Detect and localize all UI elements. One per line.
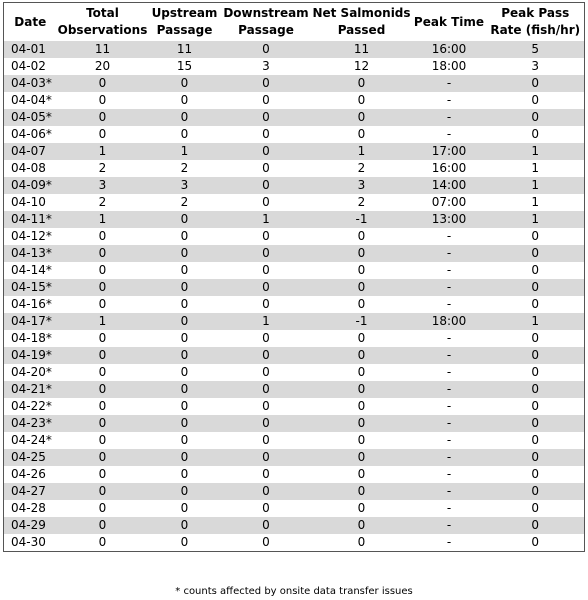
table-row [4,194,585,211]
cell-total-observations: 0 [57,432,149,449]
cell-peak-time: - [412,381,487,398]
table-row [4,109,585,126]
table-row [4,211,585,228]
cell-date: 04-02 [4,58,57,75]
cell-date: 04-01 [4,41,57,58]
cell-net-salmonids-passed: 0 [312,483,412,500]
cell-downstream-passage: 0 [221,194,312,211]
cell-downstream-passage: 0 [221,296,312,313]
cell-upstream-passage: 0 [149,126,221,143]
cell-upstream-passage: 0 [149,296,221,313]
cell-total-observations: 1 [57,313,149,330]
cell-peak-time: - [412,109,487,126]
cell-peak-pass-rate: 0 [487,398,585,415]
table-row [4,347,585,364]
table-row [4,92,585,109]
cell-downstream-passage: 0 [221,228,312,245]
cell-peak-pass-rate: 0 [487,75,585,92]
cell-upstream-passage: 0 [149,245,221,262]
cell-date: 04-16* [4,296,57,313]
cell-total-observations: 2 [57,160,149,177]
cell-downstream-passage: 0 [221,364,312,381]
cell-peak-pass-rate: 0 [487,483,585,500]
cell-downstream-passage: 0 [221,534,312,552]
cell-total-observations: 0 [57,415,149,432]
cell-total-observations: 3 [57,177,149,194]
cell-total-observations: 0 [57,279,149,296]
cell-net-salmonids-passed: 11 [312,41,412,58]
cell-date: 04-21* [4,381,57,398]
table-row [4,432,585,449]
cell-net-salmonids-passed: 0 [312,330,412,347]
cell-date: 04-26 [4,466,57,483]
cell-total-observations: 0 [57,330,149,347]
table-row [4,415,585,432]
cell-date: 04-12* [4,228,57,245]
cell-peak-time: 18:00 [412,313,487,330]
cell-upstream-passage: 0 [149,517,221,534]
table-row [4,279,585,296]
header-row [4,3,585,42]
cell-upstream-passage: 0 [149,279,221,296]
cell-net-salmonids-passed: 0 [312,296,412,313]
cell-total-observations: 0 [57,296,149,313]
cell-peak-time: - [412,364,487,381]
cell-downstream-passage: 0 [221,500,312,517]
table-row [4,245,585,262]
cell-downstream-passage: 0 [221,41,312,58]
cell-peak-time: 18:00 [412,58,487,75]
table-row [4,381,585,398]
cell-date: 04-14* [4,262,57,279]
cell-net-salmonids-passed: 0 [312,398,412,415]
table-row [4,41,585,58]
cell-downstream-passage: 0 [221,126,312,143]
cell-peak-pass-rate: 0 [487,364,585,381]
table-row [4,58,585,75]
cell-date: 04-24* [4,432,57,449]
table-row [4,262,585,279]
table-row [4,364,585,381]
cell-date: 04-08 [4,160,57,177]
cell-date: 04-23* [4,415,57,432]
table-row [4,500,585,517]
cell-peak-pass-rate: 0 [487,517,585,534]
cell-date: 04-25 [4,449,57,466]
cell-date: 04-30 [4,534,57,552]
cell-downstream-passage: 0 [221,415,312,432]
cell-date: 04-13* [4,245,57,262]
cell-upstream-passage: 0 [149,330,221,347]
cell-net-salmonids-passed: 0 [312,432,412,449]
cell-net-salmonids-passed: 0 [312,500,412,517]
table-row [4,296,585,313]
cell-date: 04-27 [4,483,57,500]
cell-upstream-passage: 1 [149,143,221,160]
cell-upstream-passage: 2 [149,194,221,211]
table-row [4,75,585,92]
cell-total-observations: 0 [57,109,149,126]
table-row [4,126,585,143]
cell-peak-pass-rate: 3 [487,58,585,75]
header-date: Date [4,3,57,42]
table-row [4,517,585,534]
cell-downstream-passage: 0 [221,75,312,92]
cell-peak-time: - [412,398,487,415]
cell-peak-time: 17:00 [412,143,487,160]
table-row [4,228,585,245]
cell-total-observations: 0 [57,228,149,245]
cell-upstream-passage: 0 [149,262,221,279]
cell-total-observations: 0 [57,534,149,552]
cell-downstream-passage: 0 [221,449,312,466]
cell-net-salmonids-passed: 12 [312,58,412,75]
cell-upstream-passage: 0 [149,109,221,126]
cell-peak-time: - [412,262,487,279]
cell-total-observations: 20 [57,58,149,75]
cell-upstream-passage: 0 [149,534,221,552]
table-body [4,41,585,552]
cell-upstream-passage: 0 [149,500,221,517]
cell-peak-pass-rate: 0 [487,228,585,245]
table-row [4,466,585,483]
cell-upstream-passage: 0 [149,381,221,398]
table-row [4,330,585,347]
cell-date: 04-19* [4,347,57,364]
table-row [4,534,585,552]
cell-total-observations: 0 [57,517,149,534]
table-row [4,398,585,415]
cell-net-salmonids-passed: 0 [312,381,412,398]
cell-downstream-passage: 0 [221,347,312,364]
cell-upstream-passage: 0 [149,211,221,228]
cell-peak-pass-rate: 0 [487,126,585,143]
cell-peak-time: - [412,534,487,552]
cell-total-observations: 0 [57,483,149,500]
cell-peak-time: - [412,432,487,449]
cell-total-observations: 0 [57,466,149,483]
cell-date: 04-06* [4,126,57,143]
cell-downstream-passage: 0 [221,398,312,415]
cell-upstream-passage: 0 [149,313,221,330]
cell-peak-time: 16:00 [412,160,487,177]
cell-date: 04-03* [4,75,57,92]
cell-net-salmonids-passed: 0 [312,75,412,92]
cell-downstream-passage: 0 [221,466,312,483]
cell-net-salmonids-passed: 0 [312,517,412,534]
cell-peak-time: 14:00 [412,177,487,194]
cell-total-observations: 11 [57,41,149,58]
cell-upstream-passage: 0 [149,483,221,500]
cell-peak-pass-rate: 0 [487,415,585,432]
cell-downstream-passage: 0 [221,262,312,279]
cell-downstream-passage: 1 [221,313,312,330]
cell-peak-pass-rate: 1 [487,143,585,160]
cell-date: 04-04* [4,92,57,109]
cell-total-observations: 1 [57,211,149,228]
cell-peak-pass-rate: 0 [487,466,585,483]
cell-net-salmonids-passed: 0 [312,228,412,245]
cell-peak-pass-rate: 0 [487,534,585,552]
cell-total-observations: 0 [57,347,149,364]
table-row [4,483,585,500]
cell-peak-time: - [412,415,487,432]
cell-date: 04-22* [4,398,57,415]
cell-date: 04-09* [4,177,57,194]
cell-total-observations: 0 [57,92,149,109]
header-net-salmonids-passed: Net Salmonids Passed [312,3,412,42]
cell-peak-time: - [412,75,487,92]
cell-downstream-passage: 0 [221,160,312,177]
cell-net-salmonids-passed: -1 [312,313,412,330]
cell-downstream-passage: 0 [221,517,312,534]
cell-upstream-passage: 0 [149,415,221,432]
header-total-observations: Total Observations [57,3,149,42]
cell-peak-pass-rate: 0 [487,432,585,449]
cell-date: 04-05* [4,109,57,126]
cell-peak-time: - [412,126,487,143]
cell-downstream-passage: 0 [221,177,312,194]
table-row [4,313,585,330]
cell-date: 04-11* [4,211,57,228]
cell-total-observations: 0 [57,500,149,517]
cell-peak-pass-rate: 0 [487,347,585,364]
cell-peak-pass-rate: 1 [487,313,585,330]
cell-downstream-passage: 0 [221,330,312,347]
cell-net-salmonids-passed: 0 [312,126,412,143]
cell-net-salmonids-passed: 2 [312,160,412,177]
cell-peak-pass-rate: 1 [487,194,585,211]
cell-total-observations: 0 [57,381,149,398]
cell-peak-time: - [412,245,487,262]
cell-total-observations: 0 [57,262,149,279]
table-row [4,449,585,466]
cell-upstream-passage: 2 [149,160,221,177]
cell-peak-time: - [412,347,487,364]
cell-total-observations: 2 [57,194,149,211]
cell-total-observations: 0 [57,364,149,381]
cell-peak-pass-rate: 1 [487,211,585,228]
header-downstream-passage: Downstream Passage [221,3,312,42]
cell-peak-pass-rate: 0 [487,449,585,466]
cell-net-salmonids-passed: 0 [312,534,412,552]
table-row [4,160,585,177]
cell-peak-time: - [412,296,487,313]
cell-net-salmonids-passed: 0 [312,449,412,466]
cell-date: 04-10 [4,194,57,211]
cell-peak-time: 07:00 [412,194,487,211]
cell-peak-time: - [412,500,487,517]
header-upstream-passage: Upstream Passage [149,3,221,42]
cell-peak-pass-rate: 1 [487,177,585,194]
cell-downstream-passage: 0 [221,109,312,126]
cell-date: 04-28 [4,500,57,517]
cell-date: 04-18* [4,330,57,347]
cell-peak-pass-rate: 0 [487,245,585,262]
cell-peak-pass-rate: 0 [487,109,585,126]
cell-date: 04-20* [4,364,57,381]
cell-peak-pass-rate: 0 [487,92,585,109]
cell-peak-time: 16:00 [412,41,487,58]
cell-peak-pass-rate: 0 [487,279,585,296]
cell-upstream-passage: 0 [149,398,221,415]
cell-peak-time: - [412,228,487,245]
cell-date: 04-29 [4,517,57,534]
table-row [4,143,585,160]
cell-net-salmonids-passed: 0 [312,415,412,432]
cell-total-observations: 0 [57,449,149,466]
cell-downstream-passage: 0 [221,432,312,449]
cell-upstream-passage: 0 [149,347,221,364]
cell-peak-pass-rate: 0 [487,381,585,398]
cell-net-salmonids-passed: 1 [312,143,412,160]
cell-peak-time: - [412,449,487,466]
cell-upstream-passage: 0 [149,364,221,381]
cell-date: 04-07 [4,143,57,160]
cell-peak-time: - [412,279,487,296]
cell-upstream-passage: 0 [149,228,221,245]
cell-date: 04-17* [4,313,57,330]
cell-peak-time: - [412,92,487,109]
cell-upstream-passage: 0 [149,75,221,92]
cell-upstream-passage: 0 [149,449,221,466]
cell-total-observations: 0 [57,126,149,143]
cell-net-salmonids-passed: 0 [312,92,412,109]
cell-net-salmonids-passed: 2 [312,194,412,211]
cell-net-salmonids-passed: 3 [312,177,412,194]
cell-upstream-passage: 11 [149,41,221,58]
cell-peak-pass-rate: 0 [487,330,585,347]
cell-net-salmonids-passed: 0 [312,466,412,483]
cell-net-salmonids-passed: 0 [312,109,412,126]
header-peak-time: Peak Time [412,3,487,42]
cell-peak-time: - [412,330,487,347]
cell-upstream-passage: 3 [149,177,221,194]
cell-upstream-passage: 0 [149,466,221,483]
header-peak-pass-rate: Peak Pass Rate (fish/hr) [487,3,585,42]
cell-peak-time: - [412,483,487,500]
cell-downstream-passage: 0 [221,381,312,398]
cell-total-observations: 0 [57,245,149,262]
table-row [4,177,585,194]
cell-net-salmonids-passed: 0 [312,347,412,364]
cell-upstream-passage: 0 [149,92,221,109]
cell-downstream-passage: 0 [221,483,312,500]
cell-peak-pass-rate: 0 [487,500,585,517]
cell-net-salmonids-passed: 0 [312,245,412,262]
cell-peak-time: - [412,466,487,483]
cell-upstream-passage: 15 [149,58,221,75]
cell-peak-pass-rate: 5 [487,41,585,58]
cell-downstream-passage: 3 [221,58,312,75]
cell-total-observations: 0 [57,75,149,92]
cell-net-salmonids-passed: 0 [312,279,412,296]
cell-downstream-passage: 0 [221,92,312,109]
cell-downstream-passage: 0 [221,245,312,262]
cell-downstream-passage: 1 [221,211,312,228]
cell-net-salmonids-passed: 0 [312,364,412,381]
cell-peak-time: 13:00 [412,211,487,228]
cell-peak-time: - [412,517,487,534]
cell-net-salmonids-passed: 0 [312,262,412,279]
cell-date: 04-15* [4,279,57,296]
cell-total-observations: 1 [57,143,149,160]
footnote: * counts affected by onsite data transfer issues [175,586,413,597]
cell-downstream-passage: 0 [221,279,312,296]
cell-peak-pass-rate: 0 [487,296,585,313]
cell-net-salmonids-passed: -1 [312,211,412,228]
salmonid-passage-table [3,2,585,552]
cell-upstream-passage: 0 [149,432,221,449]
cell-peak-pass-rate: 0 [487,262,585,279]
cell-downstream-passage: 0 [221,143,312,160]
cell-total-observations: 0 [57,398,149,415]
cell-peak-pass-rate: 1 [487,160,585,177]
